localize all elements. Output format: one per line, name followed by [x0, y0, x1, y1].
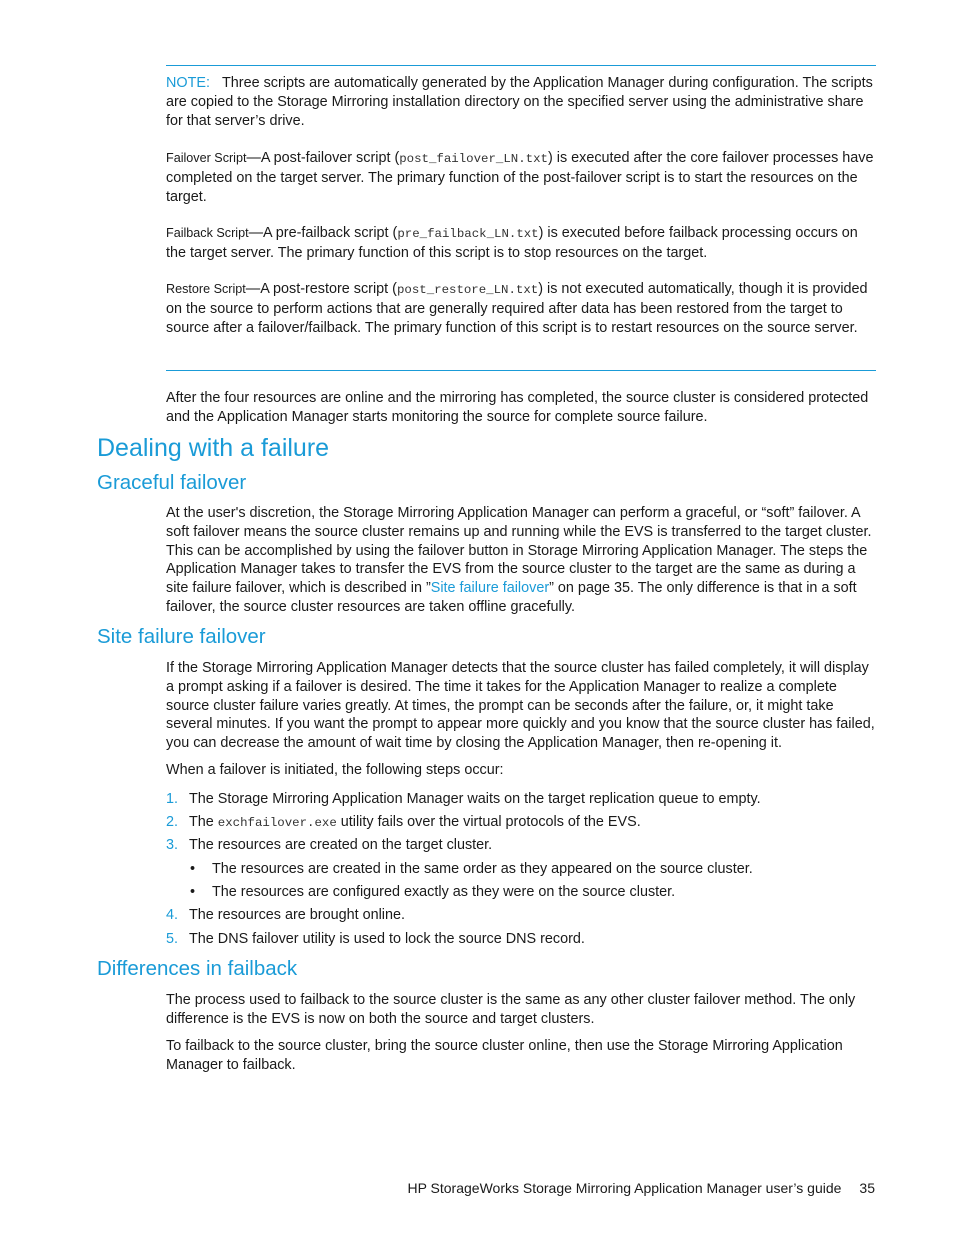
site-failure-failover-link[interactable]: Site failure failover	[430, 580, 550, 597]
failback-script-file: pre_failback_LN.txt	[397, 227, 539, 241]
failback-script-desc: ) is executed before failback processing occurs on the target server. The primary function of this script is to stop resources on the target.	[166, 225, 858, 261]
differences-paragraph-2: To failback to the source cluster, bring the source cluster online, then use the Storage Mirroring Application Manager to failback.	[166, 1038, 843, 1073]
step-2-number: 2.	[166, 814, 179, 830]
note-bottom-rule	[166, 370, 876, 371]
restore-script-term: Restore Script	[166, 282, 246, 296]
graceful-failover-paragraph	[166, 504, 876, 617]
step-5-number: 5.	[166, 931, 179, 947]
step-2-post: utility fails over the virtual protocols of the EVS.	[336, 814, 641, 830]
restore-script-desc: ) is not executed automatically, though it is provided on the source to perform actions that are generally required after data has been restored from the target to source after a failover/failback. The primary function of this script is to restart resources on the source server.	[166, 281, 868, 336]
step-3-number: 3.	[166, 837, 179, 853]
after-note-paragraph: After the four resources are online and the mirroring has completed, the source cluster is considered protected and the Application Manager starts monitoring the source for complete source failure.	[166, 390, 869, 425]
graceful-text-a: At the user's discretion, the Storage Mirroring Application Manager can perform a graceful, or “soft” failover. A soft failover means the source cluster remains up and running while the EVS is transferred to the target cluster. This can be accomplished by using the failover button in Storage Mirroring Application Manager. The steps the Application Manager takes to transfer the EVS from the source cluster to the target are the same as during a site failure failover, which is described in ”	[166, 505, 872, 597]
step-1-text: The Storage Mirroring Application Manager waits on the target replication queue to empty.	[189, 791, 761, 807]
failback-script-pre: —A pre-failback script (	[248, 225, 398, 241]
note-label: NOTE:	[166, 75, 210, 91]
failover-steps-intro: When a failover is initiated, the following steps occur:	[166, 762, 504, 778]
failover-script-term: Failover Script	[166, 151, 247, 165]
graceful-text-b: ” on page 35. The only difference is that in a soft failover, the source cluster resources are taken offline gracefully.	[166, 580, 857, 615]
failover-script-file: post_failover_LN.txt	[399, 152, 548, 166]
subheading-graceful-failover: Graceful failover	[97, 471, 247, 494]
step-5-text: The DNS failover utility is used to lock the source DNS record.	[189, 931, 585, 947]
step-2-text	[189, 813, 641, 833]
bullet-2-marker: •	[190, 884, 196, 900]
failover-script-desc: ) is executed after the core failover processes have completed on the target server. The primary function of the post-failover script is to start the resources on the target.	[166, 150, 874, 205]
failback-script-paragraph	[166, 224, 876, 263]
restore-script-file: post_restore_LN.txt	[396, 283, 539, 297]
bullet-2-text: The resources are configured exactly as they were on the source cluster.	[212, 884, 676, 900]
failover-script-paragraph	[166, 149, 876, 206]
step-3-text: The resources are created on the target cluster.	[189, 837, 493, 853]
step-4-number: 4.	[166, 907, 179, 923]
failback-script-term: Failback Script	[166, 226, 249, 240]
step-1-number: 1.	[166, 791, 179, 807]
subheading-site-failure-failover: Site failure failover	[97, 625, 266, 648]
bullet-1-text: The resources are created in the same order as they appeared on the source cluster.	[212, 861, 753, 877]
note-text: Three scripts are automatically generated by the Application Manager during configuration. The scripts are copied to the Storage Mirroring installation directory on the specified server using the administrative share for that server’s drive.	[166, 75, 873, 129]
restore-script-paragraph	[166, 280, 876, 337]
exchfailover-code: exchfailover.exe	[217, 816, 337, 830]
step-2-pre: The	[189, 814, 218, 830]
differences-paragraph-1: The process used to failback to the source cluster is the same as any other cluster failover method. The only difference is the EVS is now on both the source and target clusters.	[166, 992, 856, 1027]
page-footer	[407, 1179, 875, 1197]
bullet-1-marker: •	[190, 861, 196, 877]
section-heading-dealing-with-failure: Dealing with a failure	[97, 434, 330, 462]
note-top-rule	[166, 65, 876, 66]
failover-script-pre: —A post-failover script (	[246, 150, 400, 166]
site-failure-paragraph: If the Storage Mirroring Application Manager detects that the source cluster has failed completely, it will display a prompt asking if a failover is desired. The time it takes for the Application Manager to realize a complete source cluster failure varies greatly. At times, the prompt can be seconds after the failure, or, it might take several minutes. If you want the prompt to appear more quickly and you know that the source cluster has failed, you can decrease the amount of wait time by closing the Application Manager, then re-opening it.	[166, 660, 875, 752]
note-paragraph	[166, 74, 876, 130]
step-4-text: The resources are brought online.	[189, 907, 405, 923]
page-number: 35	[859, 1180, 875, 1196]
footer-title: HP StorageWorks Storage Mirroring Application Manager user’s guide	[407, 1180, 842, 1196]
restore-script-pre: —A post-restore script (	[245, 281, 397, 297]
subheading-differences-in-failback: Differences in failback	[97, 957, 298, 980]
